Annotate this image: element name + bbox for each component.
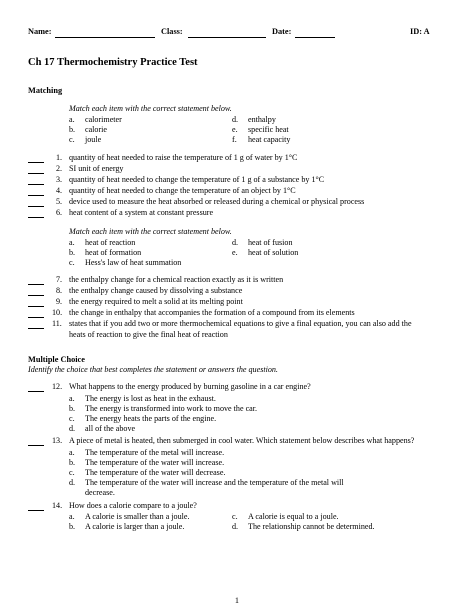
item-text: quantity of heat needed to change the temperature of an object by 1°C xyxy=(69,186,296,195)
item-number: 8. xyxy=(56,286,63,295)
option-letter[interactable]: a. xyxy=(69,394,75,403)
answer-blank-9[interactable] xyxy=(28,306,44,307)
choice-letter: d. xyxy=(232,238,239,247)
answer-blank-2[interactable] xyxy=(28,173,44,174)
id-label: ID: A xyxy=(410,27,430,36)
option-letter[interactable]: d. xyxy=(232,522,239,531)
option-letter[interactable]: a. xyxy=(69,512,75,521)
item-text: heat content of a system at constant pressure xyxy=(69,208,214,217)
option-letter[interactable]: b. xyxy=(69,458,76,467)
choice-text: specific heat xyxy=(248,125,289,134)
item-text: states that if you add two or more thermochemical equations to give a final equation, you can also add the xyxy=(69,319,412,328)
option-letter[interactable]: a. xyxy=(69,448,75,457)
answer-blank-4[interactable] xyxy=(28,195,44,196)
item-text: the change in enthalpy that accompanies the formation of a compound from its elements xyxy=(69,308,355,317)
multiple-choice-instruction: Identify the choice that best completes the statement or answers the question. xyxy=(28,365,278,374)
choice-text: calorie xyxy=(85,125,108,134)
answer-blank-11[interactable] xyxy=(28,328,44,329)
item-text: SI unit of energy xyxy=(69,164,124,173)
choice-letter: e. xyxy=(232,125,238,134)
item-number: 11. xyxy=(52,319,62,328)
option-text[interactable]: A calorie is equal to a joule. xyxy=(248,512,339,521)
name-blank[interactable] xyxy=(55,37,155,38)
option-text[interactable]: A calorie is smaller than a joule. xyxy=(85,512,190,521)
choice-letter: d. xyxy=(232,115,239,124)
item-text: the enthalpy change for a chemical reaction exactly as it is written xyxy=(69,275,284,284)
question-number: 14. xyxy=(52,501,63,510)
item-text-continued: heats of reaction to give the final heat of reaction xyxy=(69,330,228,339)
question-number: 12. xyxy=(52,382,63,391)
page-number: 1 xyxy=(234,596,240,605)
question-text: A piece of metal is heated, then submerged in cool water. Which statement below describes what happens? xyxy=(69,436,415,445)
answer-blank-7[interactable] xyxy=(28,284,44,285)
answer-blank-3[interactable] xyxy=(28,184,44,185)
choice-letter: f. xyxy=(232,135,237,144)
date-blank[interactable] xyxy=(295,37,335,38)
date-label: Date: xyxy=(272,27,292,36)
option-text[interactable]: The temperature of the metal will increase. xyxy=(85,448,225,457)
option-letter[interactable]: c. xyxy=(232,512,238,521)
item-number: 2. xyxy=(56,164,63,173)
option-letter[interactable]: b. xyxy=(69,404,76,413)
answer-blank-6[interactable] xyxy=(28,217,44,218)
choice-letter: b. xyxy=(69,248,76,257)
item-text: the energy required to melt a solid at its melting point xyxy=(69,297,243,306)
option-text-continued: decrease. xyxy=(85,488,115,497)
option-text[interactable]: The energy is transformed into work to move the car. xyxy=(85,404,258,413)
option-text[interactable]: A calorie is larger than a joule. xyxy=(85,522,185,531)
choice-text: enthalpy xyxy=(248,115,276,124)
option-letter[interactable]: b. xyxy=(69,522,76,531)
choice-text: heat of formation xyxy=(85,248,142,257)
option-letter[interactable]: c. xyxy=(69,414,75,423)
question-number: 13. xyxy=(52,436,63,445)
answer-blank-10[interactable] xyxy=(28,317,44,318)
choice-text: heat of fusion xyxy=(248,238,293,247)
choice-letter: a. xyxy=(69,115,75,124)
item-number: 1. xyxy=(56,153,63,162)
choice-text: joule xyxy=(85,135,102,144)
option-letter[interactable]: c. xyxy=(69,468,75,477)
option-text[interactable]: The energy heats the parts of the engine. xyxy=(85,414,217,423)
option-text[interactable]: all of the above xyxy=(85,424,136,433)
choice-text: heat of solution xyxy=(248,248,299,257)
choice-text: heat of reaction xyxy=(85,238,136,247)
answer-blank-14[interactable] xyxy=(28,510,44,511)
matching-heading: Matching xyxy=(28,86,63,95)
choice-letter: c. xyxy=(69,258,75,267)
item-number: 4. xyxy=(56,186,63,195)
option-text[interactable]: The temperature of the water will increase. xyxy=(85,458,225,467)
name-label: Name: xyxy=(28,27,52,36)
item-number: 5. xyxy=(56,197,63,206)
matching-instruction-2: Match each item with the correct statement below. xyxy=(69,227,232,236)
answer-blank-5[interactable] xyxy=(28,206,44,207)
item-text: quantity of heat needed to raise the temperature of 1 g of water by 1°C xyxy=(69,153,298,162)
option-text[interactable]: The temperature of the water will decrease. xyxy=(85,468,226,477)
item-number: 9. xyxy=(56,297,63,306)
choice-text: Hess's law of heat summation xyxy=(85,258,182,267)
option-letter[interactable]: d. xyxy=(69,424,76,433)
class-blank[interactable] xyxy=(188,37,266,38)
item-number: 10. xyxy=(52,308,63,317)
choice-text: calorimeter xyxy=(85,115,122,124)
answer-blank-12[interactable] xyxy=(28,391,44,392)
matching-instruction-1: Match each item with the correct statement below. xyxy=(69,104,232,113)
choice-letter: e. xyxy=(232,248,238,257)
choice-letter: c. xyxy=(69,135,75,144)
answer-blank-13[interactable] xyxy=(28,445,44,446)
multiple-choice-heading: Multiple Choice xyxy=(28,355,85,364)
item-number: 3. xyxy=(56,175,63,184)
item-number: 6. xyxy=(56,208,63,217)
question-text: What happens to the energy produced by burning gasoline in a car engine? xyxy=(69,382,311,391)
answer-blank-1[interactable] xyxy=(28,162,44,163)
item-text: device used to measure the heat absorbed or released during a chemical or physical process xyxy=(69,197,365,206)
option-text[interactable]: The energy is lost as heat in the exhaust. xyxy=(85,394,216,403)
item-text: the enthalpy change caused by dissolving a substance xyxy=(69,286,243,295)
page-title: Ch 17 Thermochemistry Practice Test xyxy=(28,57,198,68)
class-label: Class: xyxy=(161,27,183,36)
option-letter[interactable]: d. xyxy=(69,478,76,487)
answer-blank-8[interactable] xyxy=(28,295,44,296)
option-text[interactable]: The temperature of the water will increase and the temperature of the metal will xyxy=(85,478,344,487)
item-text: quantity of heat needed to change the temperature of 1 g of a substance by 1°C xyxy=(69,175,325,184)
choice-text: heat capacity xyxy=(248,135,291,144)
choice-letter: a. xyxy=(69,238,75,247)
option-text[interactable]: The relationship cannot be determined. xyxy=(248,522,375,531)
question-text: How does a calorie compare to a joule? xyxy=(69,501,197,510)
item-number: 7. xyxy=(56,275,63,284)
choice-letter: b. xyxy=(69,125,76,134)
